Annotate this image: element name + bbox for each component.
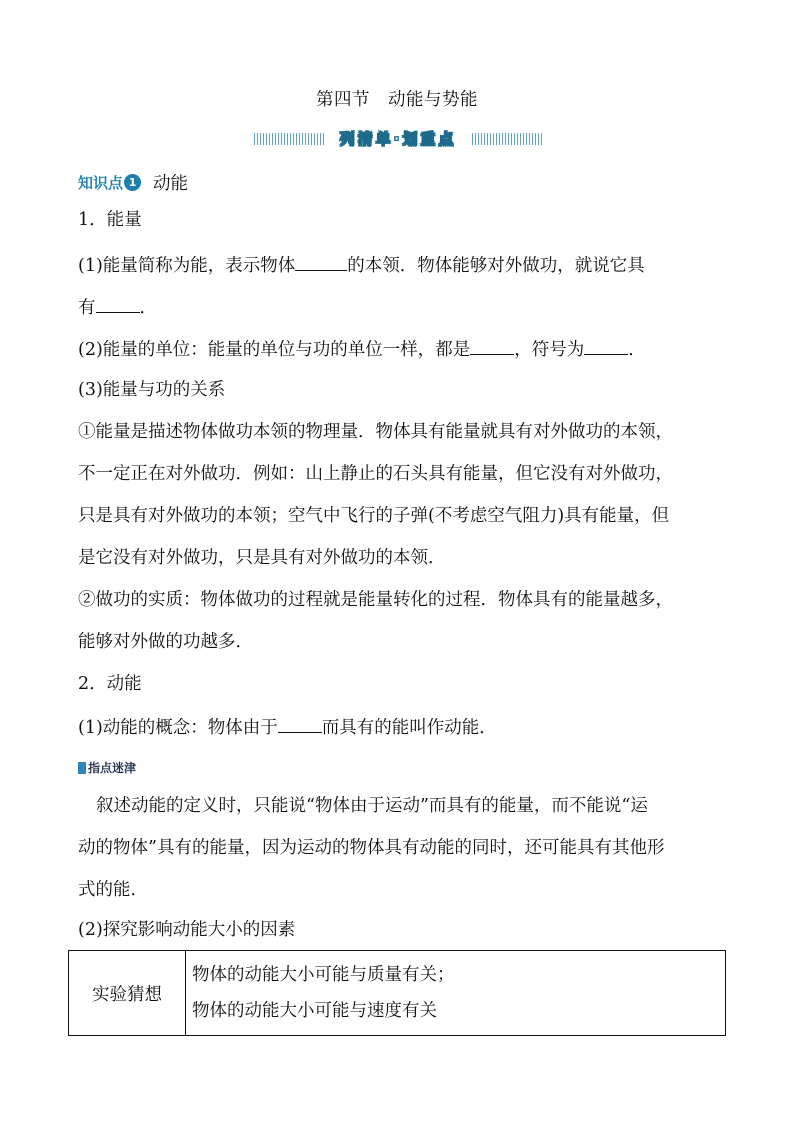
text-segment: ．: [628, 340, 646, 360]
knowledge-point-label: 知识点: [78, 174, 124, 192]
paragraph-line: 不一定正在对外做功．例如：山上静止的石头具有能量，但它没有对外做功，: [78, 464, 673, 484]
knowledge-point-name: 动能: [153, 174, 189, 194]
answer-blank[interactable]: [295, 252, 347, 271]
knowledge-point-number: 1: [124, 174, 141, 191]
paragraph-line: 能够对外做的功越多．: [78, 632, 253, 652]
text-segment: 而具有的能叫作动能．: [321, 718, 497, 738]
banner-stripe-left: [254, 133, 324, 145]
answer-blank[interactable]: [278, 714, 322, 733]
paragraph-energy-work-relation: (3)能量与功的关系: [78, 380, 226, 400]
section-title: 第四节 动能与势能: [316, 90, 478, 110]
paragraph-kinetic-def: [78, 714, 497, 740]
heading-kinetic-energy: 2．动能: [78, 674, 142, 694]
table-body-cell: [186, 951, 726, 1036]
table-header-cell: 实验猜想: [69, 951, 186, 1036]
table-row-text: 物体的动能大小可能与质量有关；: [192, 965, 455, 985]
paragraph-energy-unit: [78, 336, 646, 362]
tip-paragraph-line: 式的能．: [78, 880, 148, 900]
text-segment: 的本领．物体能够对外做功，就说它具: [347, 256, 645, 276]
tip-paragraph-line: 动的物体”具有的能量，因为运动的物体具有动能的同时，还可能具有其他形: [78, 838, 665, 858]
banner-stripe-right: [472, 133, 542, 145]
section-banner: [254, 128, 542, 150]
paragraph-line: ①能量是描述物体做功本领的物理量．物体具有能量就具有对外做功的本领，: [78, 422, 673, 442]
tip-paragraph-line: 叙述动能的定义时，只能说“物体由于运动”而具有的能量，而不能说“运: [96, 796, 648, 816]
text-segment: (1)能量简称为能，表示物体: [78, 256, 296, 276]
answer-blank[interactable]: [96, 294, 140, 313]
tip-heading: [78, 759, 136, 776]
paragraph-energy-def-1: [78, 252, 645, 278]
text-segment: 有: [78, 298, 96, 318]
table-row-text: 物体的动能大小可能与速度有关: [192, 1001, 437, 1021]
answer-blank[interactable]: [470, 336, 514, 355]
tip-label: 指点迷津: [88, 761, 137, 775]
experiment-table: [68, 950, 726, 1036]
answer-blank[interactable]: [584, 336, 628, 355]
banner-label: 列清单·划重点: [339, 130, 457, 148]
text-segment: ，符号为: [514, 340, 585, 360]
heading-energy: 1．能量: [78, 210, 142, 230]
paragraph-energy-def-2: [78, 294, 157, 320]
text-segment: (2)能量的单位：能量的单位与功的单位一样，都是: [78, 340, 471, 360]
text-segment: ．: [139, 298, 157, 318]
paragraph-line: 是它没有对外做功，只是具有对外做功的本领．: [78, 548, 446, 568]
paragraph-explore-factors: (2)探究影响动能大小的因素: [78, 920, 296, 940]
text-segment: (1)动能的概念：物体由于: [78, 718, 278, 738]
paragraph-line: 只是具有对外做功的本领；空气中飞行的子弹(不考虑空气阻力)具有能量，但: [78, 506, 670, 526]
knowledge-point-heading: [78, 170, 188, 195]
paragraph-line: ②做功的实质：物体做功的过程就是能量转化的过程．物体具有的能量越多，: [78, 590, 673, 610]
tip-icon: [78, 762, 86, 774]
